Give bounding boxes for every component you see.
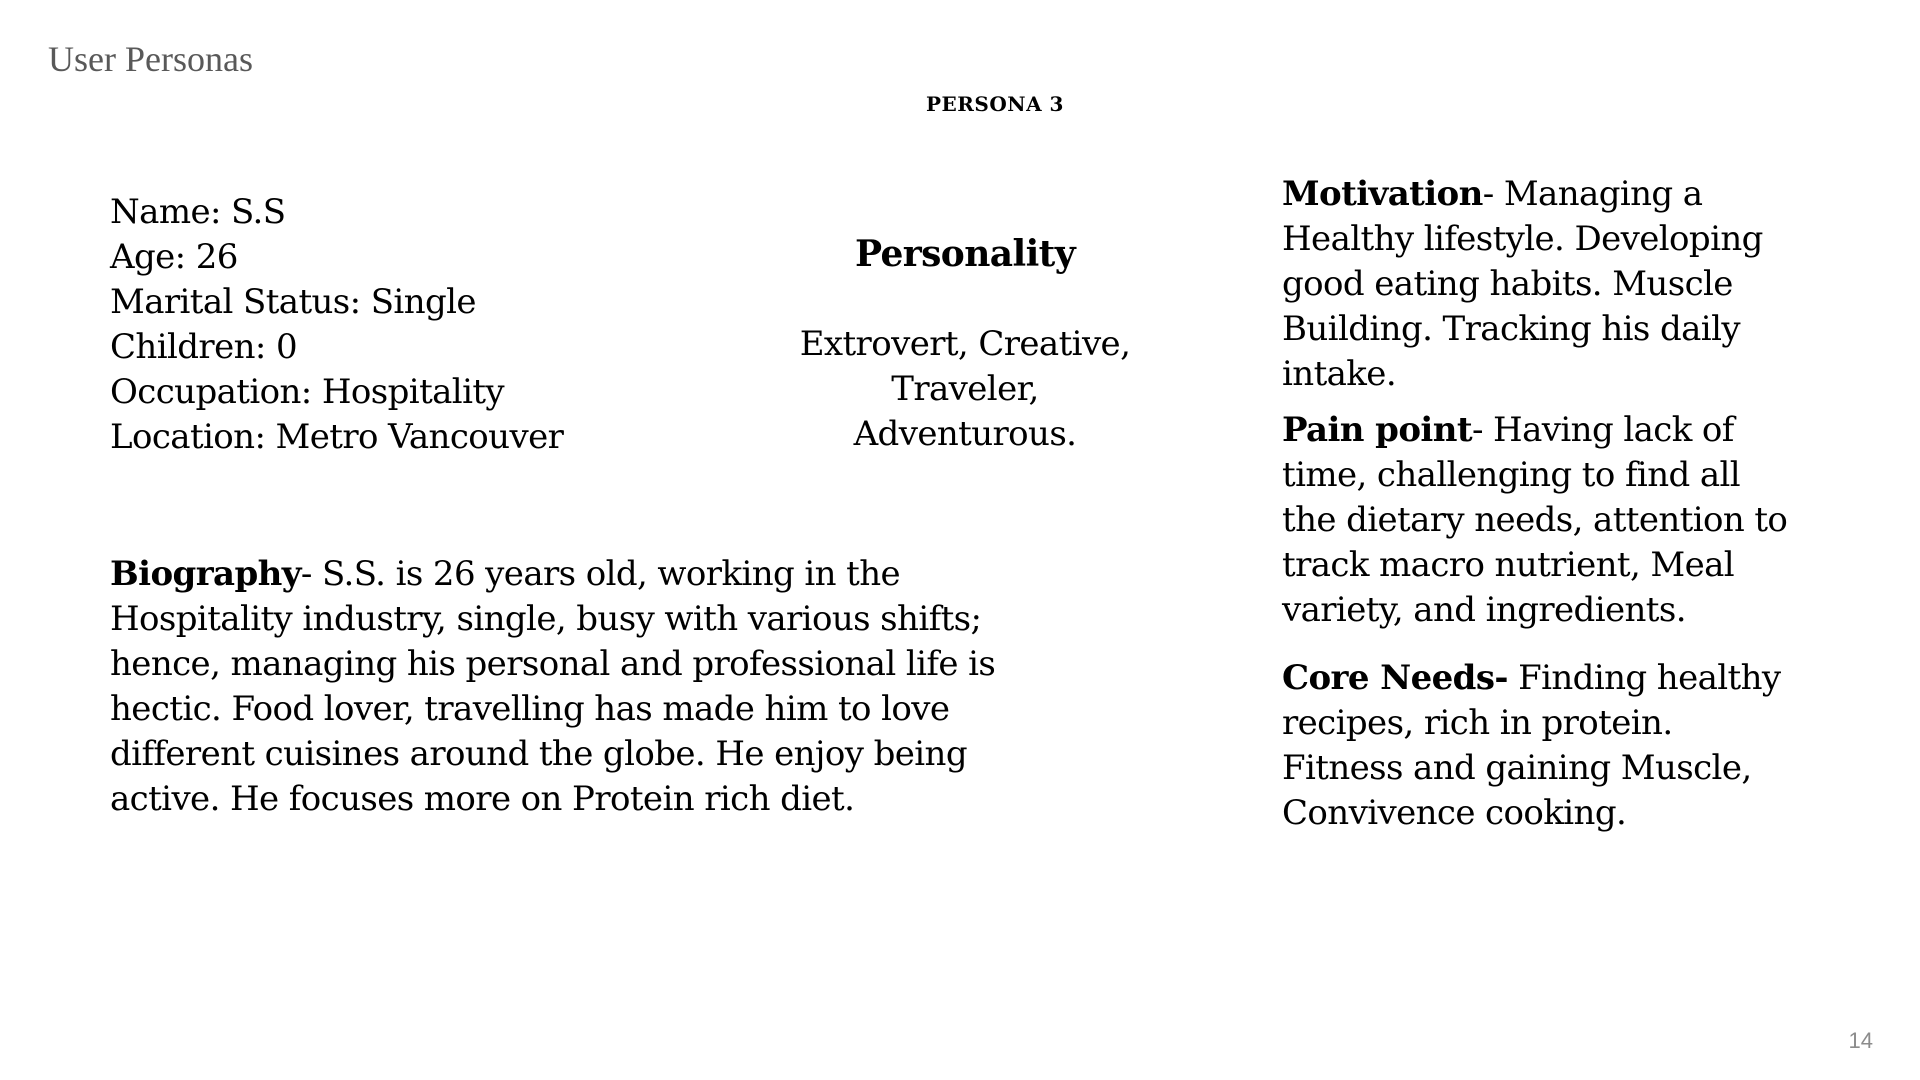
persona-facts (110, 190, 563, 460)
fact-marital-status: Marital Status: Single (110, 282, 476, 322)
pain-point-text: - Having lack of time, challenging to find all the dietary needs, attention to track macro nutrient, Meal variety, and ingredients. (1282, 410, 1788, 630)
fact-occupation: Occupation: Hospitality (110, 372, 505, 412)
pain-point-section (1282, 408, 1802, 633)
persona-label: PERSONA 3 (926, 92, 1064, 116)
motivation-label: Motivation (1282, 174, 1483, 214)
personality-line: Adventurous. (853, 414, 1077, 454)
fact-location: Location: Metro Vancouver (110, 417, 564, 457)
slide-title: User Personas (48, 39, 253, 79)
pain-point-label: Pain point (1282, 410, 1472, 450)
fact-age: Age: 26 (110, 237, 238, 277)
motivation-text: - Managing a Healthy lifestyle. Developing good eating habits. Muscle Building. Tracking his daily intake. (1282, 174, 1763, 394)
motivation-section (1282, 172, 1802, 397)
core-needs-section (1282, 656, 1802, 836)
core-needs-text: Finding healthy recipes, rich in protein. Fitness and gaining Muscle, Convivence cooking. (1282, 658, 1781, 833)
biography-section (110, 552, 1010, 822)
fact-children: Children: 0 (110, 327, 297, 367)
personality-line: Extrovert, Creative, (799, 324, 1131, 364)
core-needs-label: Core Needs- (1282, 658, 1508, 698)
biography-label: Biography (110, 554, 301, 594)
biography-text: - S.S. is 26 years old, working in the Hospitality industry, single, busy with various shifts; hence, managing his personal and professional life is hectic. Food lover, travelling has made him to love different cuisines around the globe. He enjoy being active. He focuses more on Protein rich diet. (110, 554, 996, 819)
personality-line: Traveler, (891, 369, 1039, 409)
fact-name: Name: S.S (110, 192, 286, 232)
personality-section (760, 232, 1170, 457)
page-number: 14 (1848, 1028, 1873, 1053)
personality-heading: Personality (854, 233, 1076, 275)
